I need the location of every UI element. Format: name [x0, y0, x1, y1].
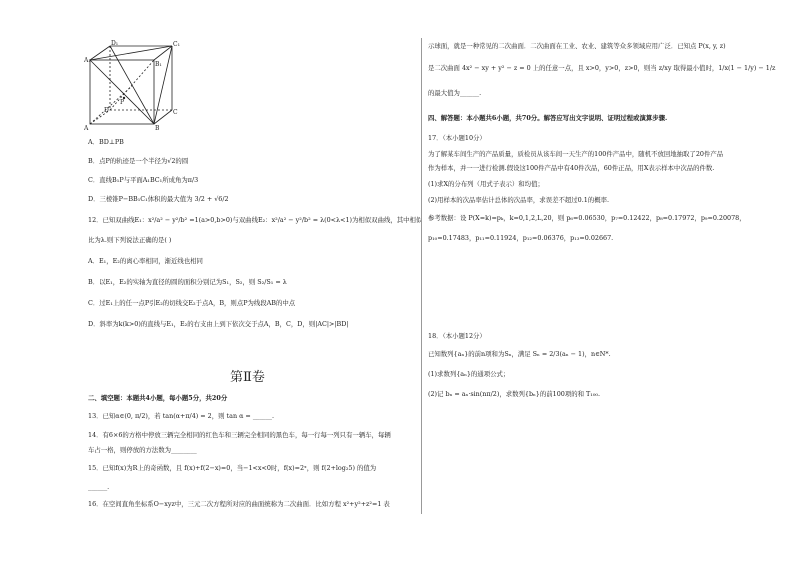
label-d1: D₁ — [111, 40, 119, 47]
label-d: D — [104, 107, 109, 114]
q14-cont: 车占一格，则停放的方法数为________ — [88, 446, 197, 454]
label-p: P — [120, 99, 125, 106]
q15: 15．已知f(x)为R上的奇函数，且 f(x)+f(2−x)=0，当−1<x<0时，f(x)=2ˣ，则 f(2+log₂5) 的值为 — [88, 464, 377, 472]
q16-cont-1: 示球面，就是一种常见的二次曲面．二次曲面在工业、农业、建筑等众多领域应用广泛．已知点 P(x, y, z) — [428, 42, 726, 50]
option-d: D．三棱锥P−BB₁C₁体积的最大值为 3/2 + √6/2 — [88, 195, 229, 203]
q17-part-2: (2)用样本的次品率估计总体的次品率，求误差不超过0.1的概率. — [428, 196, 610, 204]
q16-cont-3: 的最大值为______. — [428, 89, 482, 97]
q17-reference-cont: p₁₀=0.17483，p₁₁=0.11924，p₁₂=0.06376，p₁₃=0.02667. — [428, 234, 614, 242]
q18-stem: 已知数列{aₙ}的前n项和为Sₙ，满足 Sₙ = 2/3(aₙ − 1)，n∈N*. — [428, 350, 611, 358]
label-a: A — [84, 125, 89, 132]
q18-part-1: (1)求数列{aₙ}的通项公式； — [428, 370, 510, 378]
q15-cont: ______. — [88, 483, 110, 491]
fill-section-heading: 二、填空题：本题共4小题，每小题5分，共20分 — [88, 394, 228, 402]
solve-section-heading: 四、解答题：本小题共6小题，共70分。解答应写出文字说明、证明过程或演算步骤. — [428, 114, 668, 122]
cube-diagram — [84, 40, 184, 132]
q12-stem: 12．已知双曲线E₁：x²/a² − y²/b² =1(a>0,b>0)与双曲线E₂：x²/a² − y²/b² = λ(0<λ<1)为相似双曲线，其中相似 — [88, 216, 423, 224]
q17-title: 17．（本小题10分） — [428, 134, 486, 142]
part-title: 第Ⅱ卷 — [230, 370, 265, 385]
option-c: C．直线B₁P与平面A₁BC₁所成角为π/3 — [88, 176, 199, 184]
q14: 14．有6×6的方格中停放三辆完全相同的红色车和三辆完全相同的黑色车，每一行每一列只有一辆车，每辆 — [88, 431, 391, 439]
option-b: B．点P的轨迹是一个半径为√2的圆 — [88, 157, 189, 165]
label-c1: C₁ — [173, 41, 180, 48]
q12-option-a: A．E₁，E₂的离心率相同，渐近线也相同 — [88, 257, 203, 265]
option-a: A．BD⊥PB — [88, 138, 124, 146]
label-b1: B₁ — [155, 61, 162, 68]
q13: 13．已知α∈(0, π/2)，若 tan(α+π/4) = 2，则 tan α = ______. — [88, 412, 275, 420]
q16: 16．在空间直角坐标系O−xyz中，三元二次方程所对应的曲面统称为二次曲面．比如方程 x²+y²+z²=1 表 — [88, 500, 390, 508]
label-c: C — [173, 109, 178, 116]
label-a1: A₁ — [84, 57, 91, 64]
label-b: B — [155, 125, 160, 132]
q17-line-1: 为了解某车间生产的产品质量，质检员从该车间一天生产的100件产品中，随机不放回地抽取了20件产品 — [428, 150, 724, 158]
column-divider — [421, 38, 422, 514]
q12-option-c: C．过E₁上的任一点P引E₂的切线交E₂于点A，B，则点P为线段AB的中点 — [88, 299, 296, 307]
q18-title: 18．（本小题12分） — [428, 332, 486, 340]
q17-reference: 参考数据：设 P(X=k)=pₖ，k=0,1,2,L,20，则 p₆=0.06530，p₇=0.12422，p₈=0.17972，p₉=0.20078， — [428, 214, 746, 222]
q18-part-2: (2)记 bₙ = aₙ·sin(nπ/2)，求数列{bₙ}的前100项的和 T₁₀₀. — [428, 390, 601, 398]
q16-cont-2: 是二次曲面 4x² − xy + y² − z = 0 上的任意一点，且 x>0，y>0，z>0，则当 z/xy 取得最小值时，1/x(1 − 1/y) − 1/z — [428, 64, 776, 72]
q12-option-d: D．斜率为k(k>0)的直线与E₁，E₂的右支由上到下依次交于点A，B，C，D，则|AC|>|BD| — [88, 320, 349, 328]
q17-part-1: (1)求X的分布列（用式子表示）和均值； — [428, 180, 544, 188]
q17-line-2: 作为样本，并一一进行检测.假设这100件产品中有40件次品，60件正品，用X表示样本中次品的件数. — [428, 164, 715, 172]
q12-option-b: B．以E₁，E₂的实轴为直径的圆的面积分别记为S₁，S₂，则 S₂/S₁ = λ — [88, 278, 287, 286]
q12-stem-cont: 比为λ.则下列说法正确的是( ) — [88, 236, 172, 244]
